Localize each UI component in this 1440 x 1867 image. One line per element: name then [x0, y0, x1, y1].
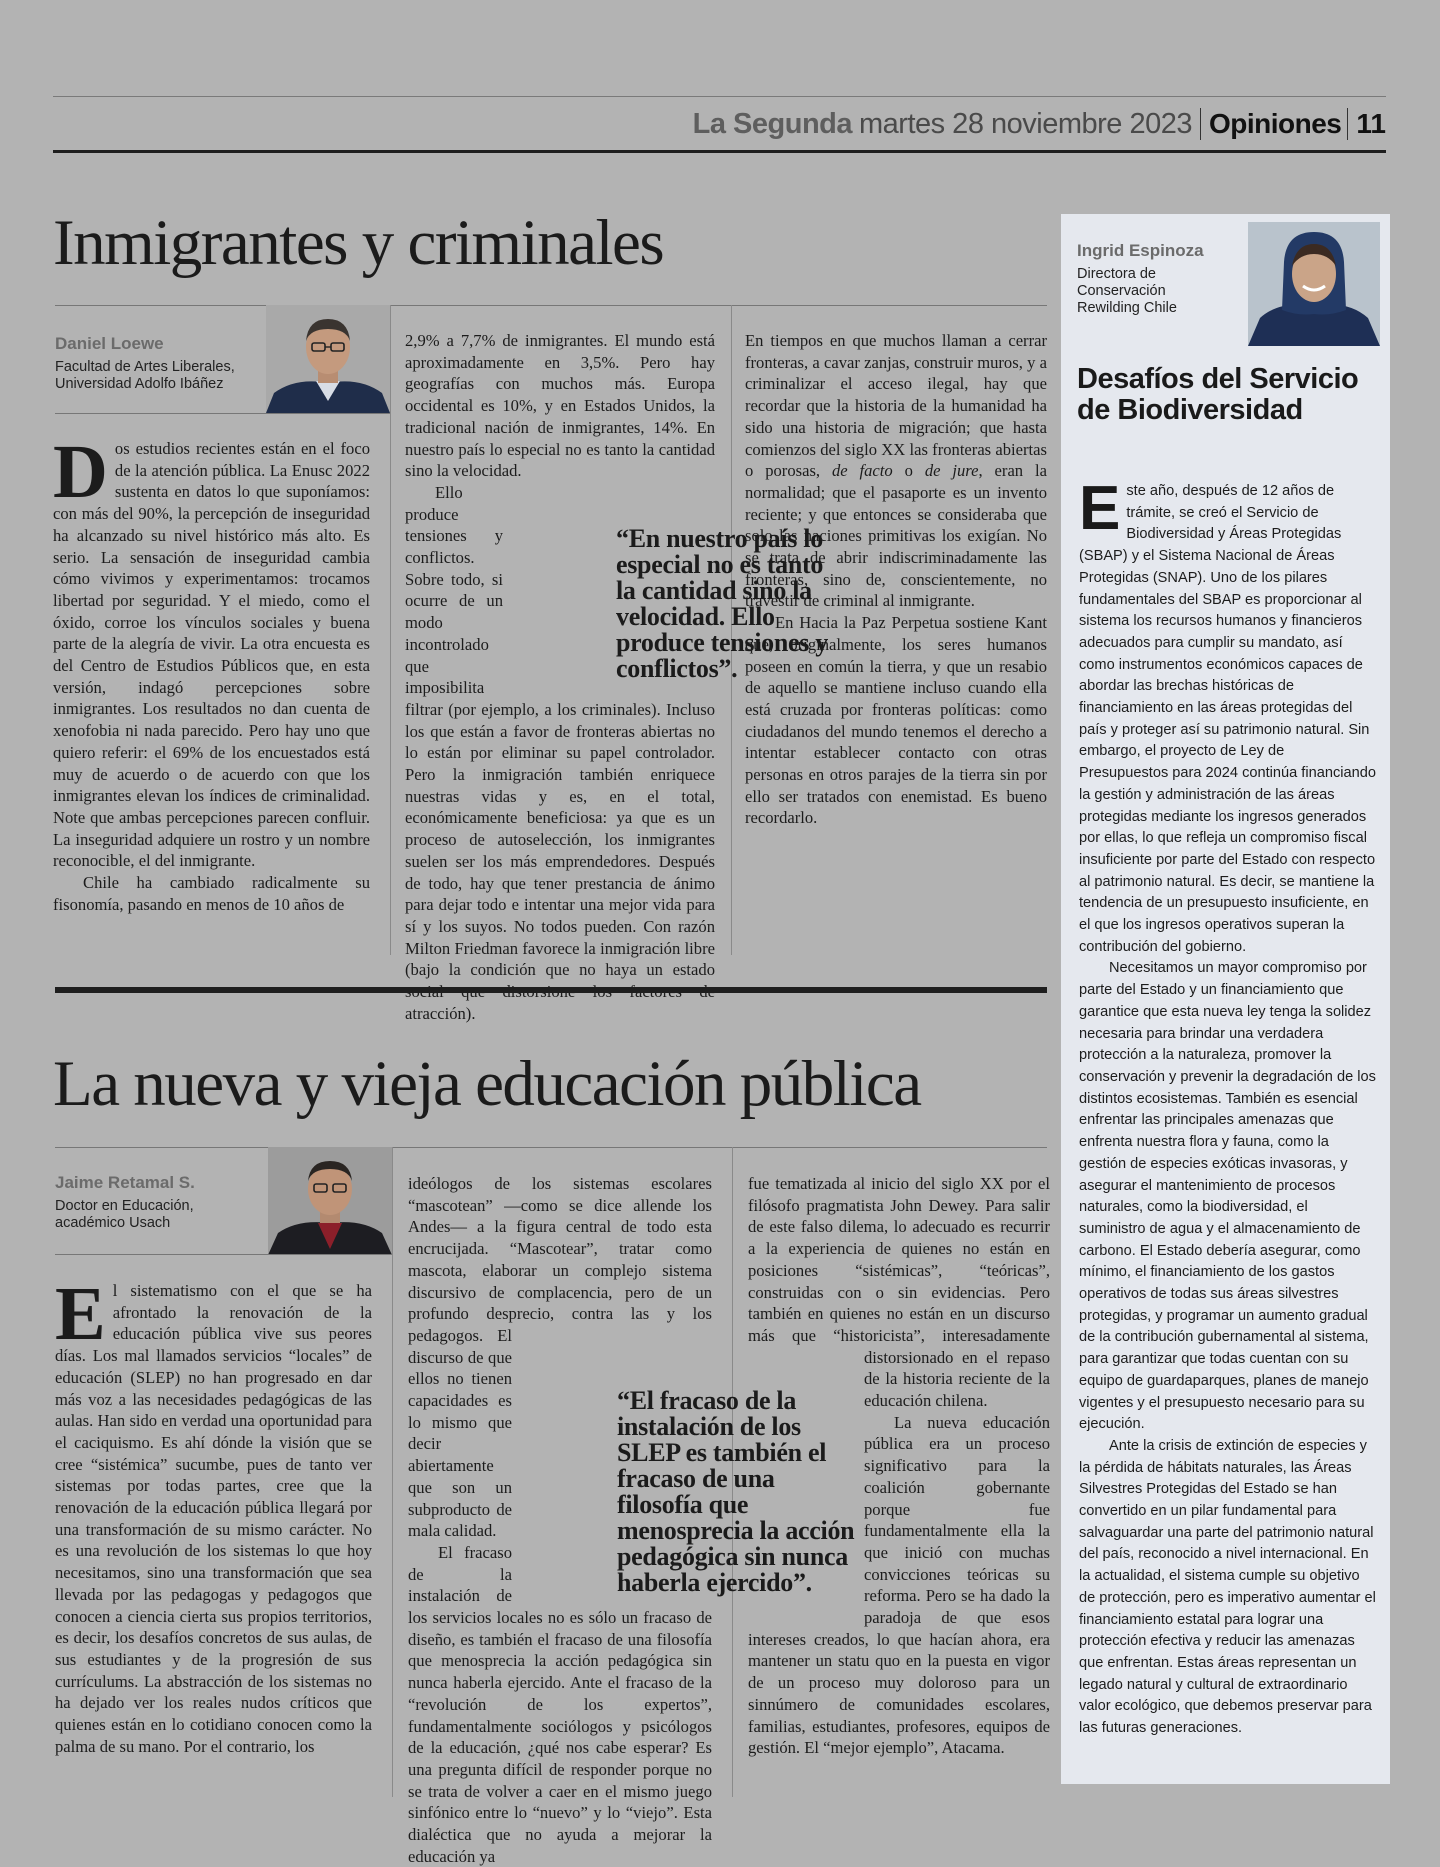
author-name: Daniel Loewe: [55, 334, 164, 353]
author-photo-daniel-loewe: [266, 305, 390, 413]
section-name: Opiniones: [1200, 108, 1341, 140]
masthead-rule: [53, 150, 1386, 153]
body-paragraph: En tiempos en que muchos llaman a cerrar fronteras, a cavar zanjas, construir muros, y a criminalizar el acceso ilegal, hay que recordar que la historia de la humanidad ha sido una historia de migración; que hasta comienzos del siglo XX las fronteras abiertas o porosas, de facto o de jure, eran la normalidad; que el pasaporte es un invento reciente; y que entonces se consideraba que solo las naciones primitivas los exigían. No se trata de abrir indiscriminadamente las fronteras, sino de, conscientemente, no travestir de criminal al inmigrante.: [745, 331, 1047, 611]
article2-header-rule: [55, 1147, 1047, 1148]
body-paragraph: ideólogos de los sistemas escolares “mascotean” —como se dice allende los Andes— a la figura central de todo esta encrucijada. “Mascotear”, tratar como mascota, elaborar un complejo sistema discursivo de complacencia, pero de un profundo desprecio, contra las y los pedagogos. El discurso de que ellos no tienen capacidades es lo mismo que decir abiertamente que son un subproducto de mala calidad.: [408, 1174, 712, 1541]
column-divider: [392, 1147, 393, 1797]
article2-column-1: [55, 1272, 372, 1757]
drop-cap: D: [53, 430, 108, 514]
author-photo-ingrid-espinoza: [1248, 222, 1380, 346]
sidebar-headline: Desafíos del Servicio de Biodiversidad: [1077, 363, 1359, 426]
body-paragraph: l sistematismo con el que se ha afrontado la renovación de la educación pública vive sus peores días. Los mal llamados servicios “locales” de educación (SLEP) no han progresado en dar más voz a las necesidades pedagógicas de las aulas. Han sido en verdad una oportunidad para el caciquismo. Es ahí dónde la visión que se cree “sistémica” sucumbe, pues de tanto ver sistemas por todas partes, cree que la renovación de la educación pública llegará por una transformación de su mismo carácter. No es una revolución de los sistemas lo que hoy necesitamos, sino una transformación que sea llevada por las pedagogas y pedagogos que conocen a ciencia cierta sus propios territorios, es decir, los desafíos concretos de sus aulas, de sus estudiantes y de la progresión de sus currículums. La abstracción de los sistemas no ha dejado ver los reales nudos críticos que quienes están en lo cotidiano conocen como la palma de su mano. Por el contrario, los: [55, 1281, 372, 1756]
byline-rule: [55, 1254, 392, 1255]
page-number: 11: [1347, 108, 1386, 140]
issue-date: martes 28 noviembre 2023: [859, 107, 1192, 140]
article1-pullquote: “En nuestro país lo especial no es tanto la cantidad sino la velocidad. Ello produce tensiones y conflictos”.: [616, 524, 828, 683]
body-paragraph: ste año, después de 12 años de trámite, se creó el Servicio de Biodiversidad y Áreas Protegidas (SBAP) y el Sistema Nacional de Áreas Protegidas (SNAP). Uno de los pilares fundamentales del SBAP es proporcionar al sistema los recursos humanos y financieros adecuados para cumplir su mandato, así como instrumentos económicos capaces de abordar las brechas históricas de financiamiento en las áreas protegidas del país y proteger así su patrimonio natural. Sin embargo, el proyecto de Ley de Presupuestos para 2024 continúa financiando la gestión y administración de las áreas protegidas mediante los ingresos generados por ellas, lo que refleja un compromiso fiscal insuficiente por parte del Estado con respecto al patrimonio natural. Es decir, se mantiene la tendencia de un presupuesto insuficiente, en el que los ingresos operativos superan la contribución del gobierno.: [1079, 483, 1376, 955]
author-role: Doctor en Educación, académico Usach: [55, 1198, 194, 1231]
body-paragraph: 2,9% a 7,7% de inmigrantes. El mundo está aproximadamente en 3,5%. Pero hay geografías con muchos más. Europa occidental es 10%, y en Estados Unidos, la tradicional nación de inmigrantes, 14%. En nuestro país lo especial no es tanto la cantidad sino la velocidad.: [405, 331, 715, 481]
body-paragraph: Chile ha cambiado radicalmente su fisonomía, pasando en menos de 10 años de: [53, 873, 370, 914]
sidebar-body: [1079, 474, 1377, 1740]
author-photo-jaime-retamal: [268, 1147, 392, 1255]
body-paragraph: Necesitamos un mayor compromiso por parte del Estado y un financiamiento que garantice que esta nueva ley tenga la solidez necesaria para brindar una verdadera protección a la naturaleza, promover la conservación y prevenir la degradación de los distintos ecosistemas. También es esencial enfrentar las principales amenazas que enfrenta nuestra flora y fauna, como la gestión de especies exóticas invasoras, y asegurar el mantenimiento de procesos naturales, como la biodiversidad, el suministro de agua y el almacenamiento de carbono. El Estado debería asegurar, como mínimo, el financiamiento de los gastos operativos de todas sus áreas silvestres protegidas, y programar un aumento gradual de la contribución gubernamental al sistema, para garantizar que todas cuentan con su equipo de guardaparques, planes de manejo vigentes y el presupuesto necesario para su ejecución.: [1079, 960, 1376, 1433]
author-name: Jaime Retamal S.: [55, 1173, 195, 1192]
body-paragraph: os estudios recientes están en el foco de la atención pública. La Enusc 2022 sustenta en datos lo que suponíamos: con más del 90%, la percepción de inseguridad ha alcanzado su nivel histórico más alto. Es serio. La sensación de inseguridad cambia cómo vivimos y experimentamos: trocamos libertad por seguridad. Y el miedo, como el óxido, corroe los vínculos sociales y buena parte de la alegría de vivir. La otra encuesta es del Centro de Estudios Públicos que, en esta versión, indagó percepciones sobre inmigrantes. Los resultados no dan cuenta de xenofobia ni nada parecido. Pero hay uno que quiero referir: el 69% de los encuestados está muy de acuerdo o de acuerdo con que los inmigrantes elevan los índices de criminalidad. Note que ambas percepciones parecen confluir. La inseguridad adquiere un rostro y un nombre reconocible, el del inmigrante.: [53, 439, 370, 871]
body-paragraph: Ante la crisis de extinción de especies y la pérdida de hábitats naturales, las Áreas Silvestres Protegidas del Estado se han convertido en un pilar fundamental para salvaguardar una parte del patrimonio natural del país, reconocido a nivel internacional. En la actualidad, el sistema cumple su objetivo de protección, pero es imperativo aumentar el financiamiento estatal para lograr una protección efectiva y reducir las amenazas que enfrentan. Estas áreas representan un legado natural y cultural de extraordinario valor ecológico, que debemos preservar para las futuras generaciones.: [1079, 1437, 1376, 1737]
article2-byline: [55, 1172, 270, 1232]
byline-rule: [55, 413, 390, 414]
drop-cap: E: [1079, 474, 1121, 543]
opinion-sidebar: [1061, 214, 1390, 1784]
article1-column-1: [53, 430, 370, 915]
author-name: Ingrid Espinoza: [1077, 241, 1204, 260]
drop-cap: E: [55, 1272, 106, 1356]
article2-pullquote: “El fracaso de la instalación de los SLEP es también el fracaso de una filosofía que menosprecia la acción pedagógica sin nunca haberla ejercido”.: [617, 1386, 855, 1597]
masthead: [53, 99, 1386, 149]
article2-headline: La nueva y vieja educación pública: [53, 1048, 921, 1120]
body-paragraph: fue tematizada al inicio del siglo XX por el filósofo pragmatista John Dewey. Para salir de este falso dilema, lo adecuado es recurrir a la experiencia de quienes no están en posiciones “sistémicas”, “teóricas”, construidas con o sin evidencias. Pero también en quienes no están en un discurso más que “historicista”, interesadamente distorsionado en el repaso de la historia reciente de la educación chilena.: [748, 1174, 1050, 1411]
body-paragraph: Ello produce tensiones y conflictos. Sobre todo, si ocurre de un modo incontrolado que imposibilita filtrar (por ejemplo, a los criminales). Incluso los que están a favor de fronteras abiertas no lo están por eliminar su papel controlador. Pero la inmigración también enriquece nuestras vidas y es, en el total, económicamente beneficiosa: ya que es un proceso de autoselección, los inmigrantes suelen ser los más emprendedores. Después de todo, hay que tener prestancia de ánimo para dejar todo e intentar una mejor vida para sí y los suyos. No todos pueden. Con razón Milton Friedman favorece la inmigración libre (bajo la condición que no haya un estado social que distorsione los factores de atracción).: [405, 482, 715, 1023]
sidebar-byline: [1077, 240, 1277, 317]
author-role: Directora de Conservación Rewilding Chile: [1077, 266, 1177, 316]
masthead-top-rule: [53, 96, 1386, 97]
article1-byline: [55, 333, 270, 393]
body-paragraph: En Hacia la Paz Perpetua sostiene Kant que, originalmente, los seres humanos poseen en común la tierra, y que un resabio de aquello se mantiene incluso cuando ella está cruzada por fronteras políticas: como ciudadanos del mundo tenemos el derecho a intentar establecer contacto con otras personas en otros parajes de la tierra sin por ello ser tratados con enemistad. Es bueno recordarlo.: [745, 613, 1047, 828]
author-role: Facultad de Artes Liberales, Universidad Adolfo Ibáñez: [55, 359, 235, 392]
column-divider: [390, 305, 391, 955]
article1-headline: Inmigrantes y criminales: [53, 207, 664, 279]
body-paragraph: El fracaso de la instalación de los servicios locales no es sólo un fracaso de diseño, es también el fracaso de una filosofía que menosprecia la acción pedagógica sin nunca haberla ejercido. Ante el fracaso de la “revolución de los expertos”, fundamentalmente sociólogos y psicólogos de la educación, ¿qué nos cabe esperar? Es una pregunta difícil de responder porque no se trata de volver a caer en el mismo juego sinfónico entre lo “nuevo” y lo “viejo”. Esta dialéctica que no ayuda a mejorar la educación ya: [408, 1542, 712, 1866]
newspaper-name: La Segunda: [692, 107, 852, 140]
body-paragraph: La nueva educación pública era un proceso significativo para la coalición gobernante porque fue fundamentalmente ella la que inició con muchas convicciones teóricas su reforma. Pero se ha dado la paradoja de que esos intereses creados, lo que hacían ahora, era mantener un statu quo en la puesta en vigor de un proceso muy doloroso para un sinnúmero de comunidades escolares, familias, estudiantes, profesores, equipos de gestión. El “mejor ejemplo”, Atacama.: [748, 1412, 1050, 1758]
article1-header-rule: [55, 305, 1047, 306]
article-separator: [55, 987, 1047, 993]
